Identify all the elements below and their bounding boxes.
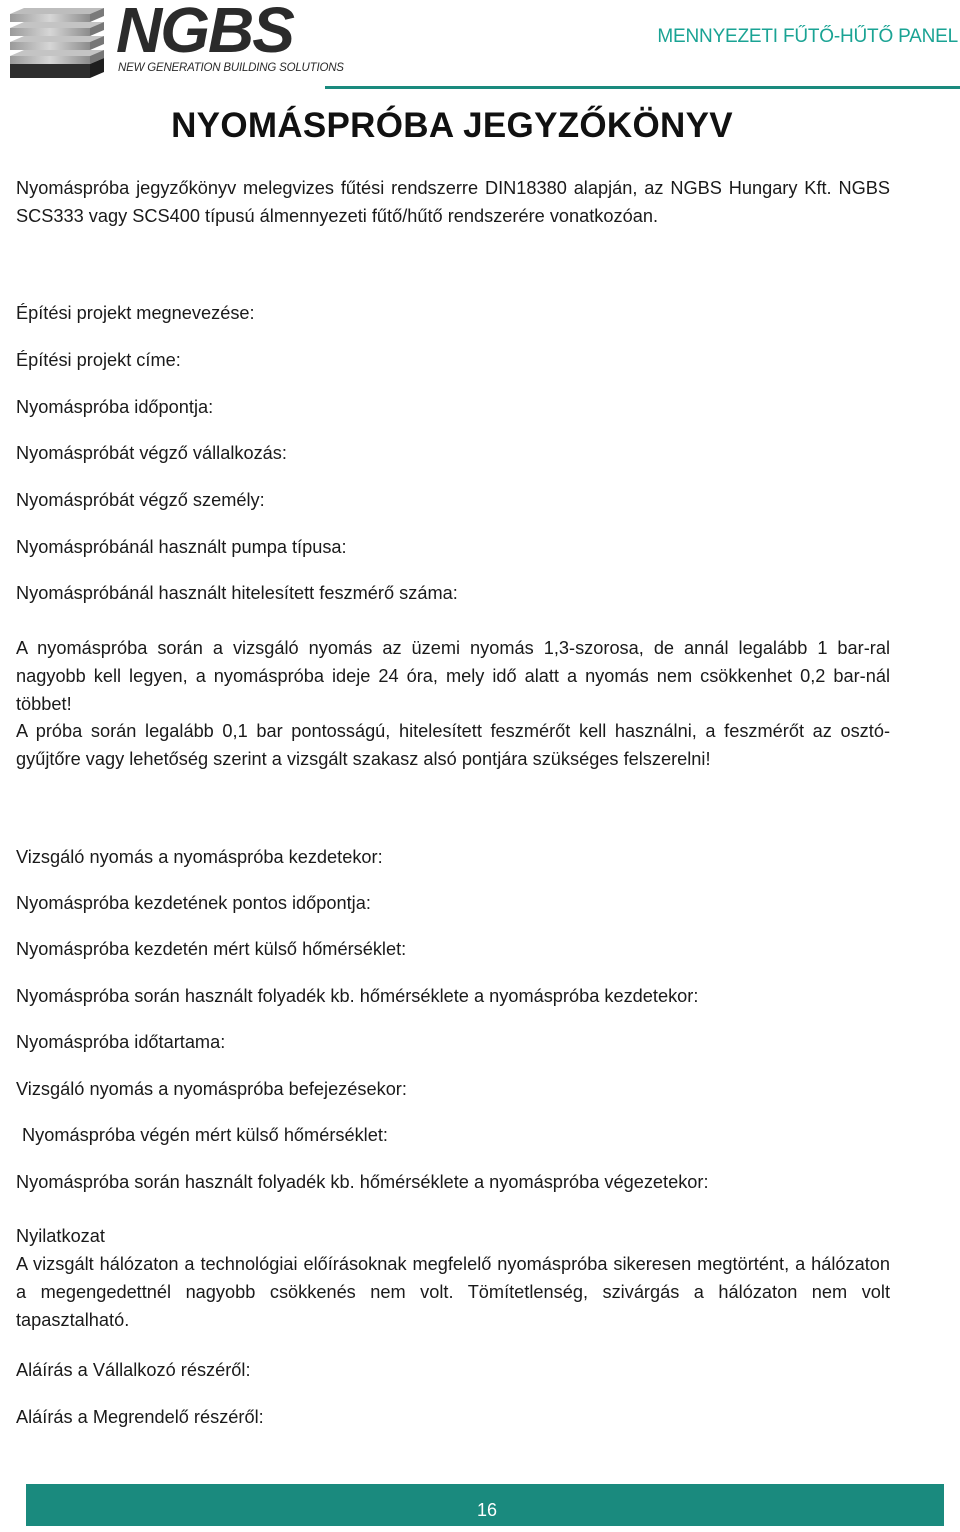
field-test-date: Nyomáspróba időpontja:: [16, 397, 214, 417]
ngbs-logo-mark-icon: [8, 6, 106, 80]
logo-tagline: NEW GENERATION BUILDING SOLUTIONS: [118, 62, 344, 74]
ngbs-logo: [8, 0, 344, 82]
field-end-fluid-temp: Nyomáspróba során használt folyadék kb. hőmérséklete a nyomáspróba végezetekor:: [16, 1172, 709, 1192]
page-title: NYOMÁSPRÓBA JEGYZŐKÖNYV: [171, 106, 733, 145]
field-end-outside-temp: Nyomáspróba végén mért külső hőmérséklet:: [22, 1125, 388, 1145]
field-start-outside-temp: Nyomáspróba kezdetén mért külső hőmérséklet:: [16, 939, 407, 959]
intro-paragraph: Nyomáspróba jegyzőkönyv melegvizes fűtési rendszerre DIN18380 alapján, az NGBS Hungary Kft. NGBS SCS333 vagy SCS400 típusú álmennyezeti fűtő/hűtő rendszerére vonatkozóan.: [16, 178, 890, 226]
declaration-text: A vizsgált hálózaton a technológiai előírásoknak megfelelő nyomáspróba sikeresen megtörtént, a hálózaton a megengedettnél nagyobb csökkenés nem volt. Tömítetlenség, szivárgás a hálózaton nem volt tapasztalható.: [16, 1254, 890, 1330]
signature-contractor: Aláírás a Vállalkozó részéről:: [16, 1360, 251, 1380]
field-contractor: Nyomáspróbát végző vállalkozás:: [16, 443, 287, 463]
section-title: MENNYEZETI FŰTŐ-HŰTŐ PANEL: [657, 26, 958, 47]
rules-paragraph-gauge: A próba során legalább 0,1 bar pontosságú, hitelesített feszmérőt kell használni, a feszmérőt az osztó-gyűjtőre vagy lehetőség szerint a vizsgált szakasz alsó pontjára szükséges felszerelni!: [16, 721, 890, 769]
field-gauge-number: Nyomáspróbánál használt hitelesített feszmérő száma:: [16, 583, 458, 603]
field-project-address: Építési projekt címe:: [16, 350, 181, 370]
signature-client: Aláírás a Megrendelő részéről:: [16, 1407, 264, 1427]
rules-paragraph-pressure: A nyomáspróba során a vizsgáló nyomás az üzemi nyomás 1,3-szorosa, de annál legalább 1 bar-ral nagyobb kell legyen, a nyomáspróba ideje 24 óra, mely idő alatt a nyomás nem csökkenhet 0,2 bar-nál többet!: [16, 638, 890, 714]
field-end-pressure: Vizsgáló nyomás a nyomáspróba befejezésekor:: [16, 1079, 407, 1099]
field-person: Nyomáspróbát végző személy:: [16, 490, 265, 510]
field-duration: Nyomáspróba időtartama:: [16, 1032, 226, 1052]
field-start-time: Nyomáspróba kezdetének pontos időpontja:: [16, 893, 371, 913]
field-start-fluid-temp: Nyomáspróba során használt folyadék kb. hőmérséklete a nyomáspróba kezdetekor:: [16, 986, 699, 1006]
logo-wordmark: NGBS: [116, 0, 293, 66]
field-project-name: Építési projekt megnevezése:: [16, 303, 255, 323]
field-start-pressure: Vizsgáló nyomás a nyomáspróba kezdetekor:: [16, 847, 383, 867]
field-pump-type: Nyomáspróbánál használt pumpa típusa:: [16, 537, 347, 557]
page-number: 16: [476, 1500, 498, 1520]
header-divider: [325, 86, 960, 89]
declaration-heading: Nyilatkozat: [16, 1226, 105, 1246]
